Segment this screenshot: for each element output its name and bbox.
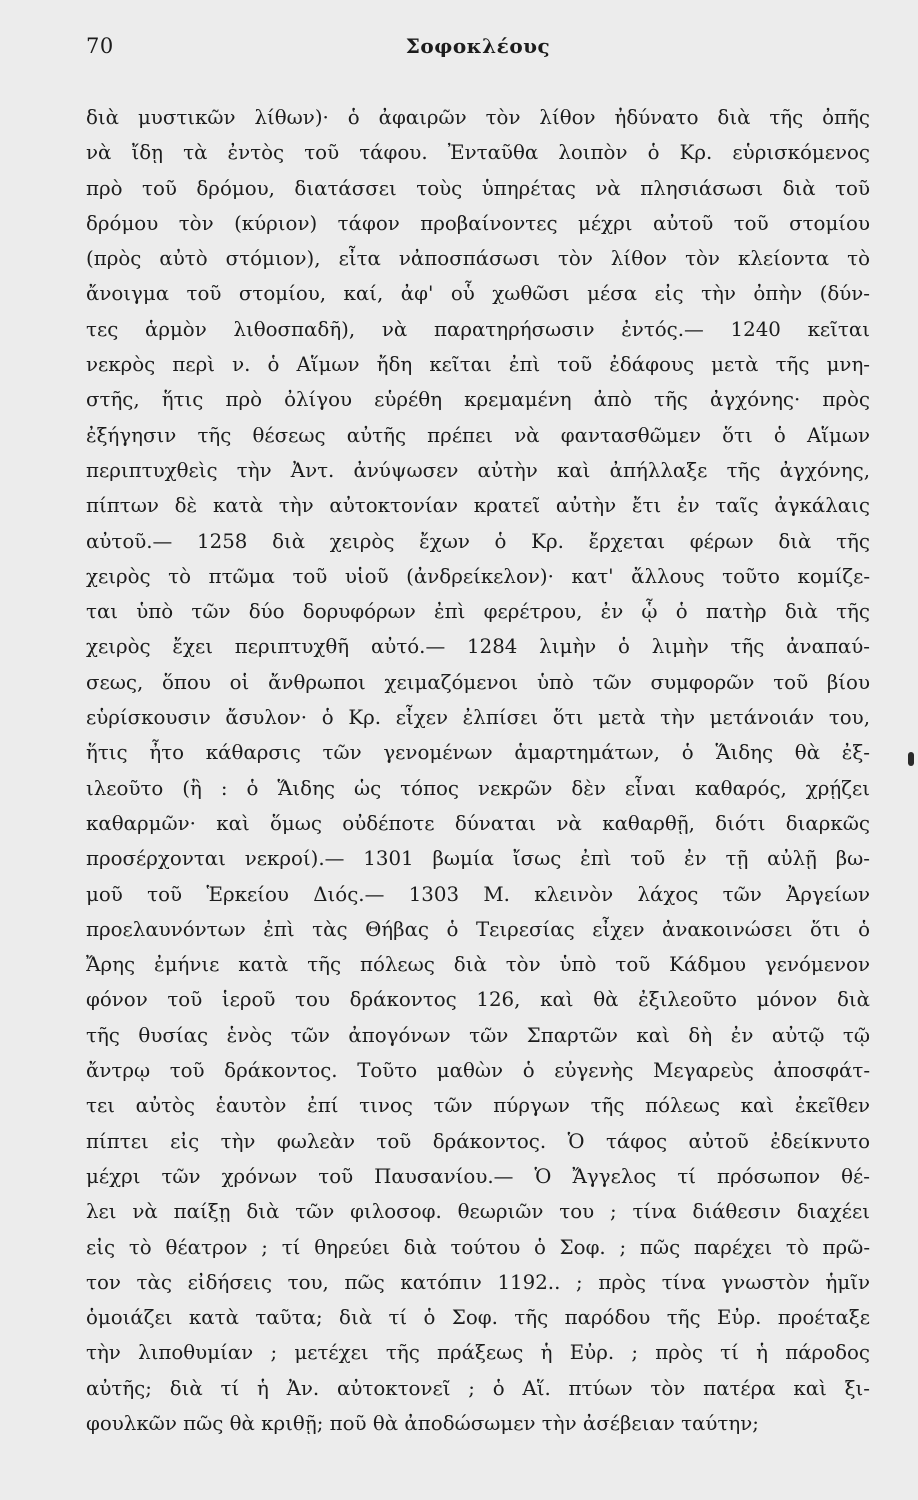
text-line: σεως, ὅπου οἱ ἄνθρωποι χειμαζόμενοι ὑπὸ τῶν συμφορῶν τοῦ βίου <box>86 670 870 694</box>
text-line: τον τὰς εἰδήσεις του, πῶς κατόπιν 1192.. ; πρὸς τίνα γνωστὸν ἡμῖν <box>86 1270 870 1294</box>
text-line: πίπτων δὲ κατὰ τὴν αὐτοκτονίαν κρατεῖ αὐτὴν ἔτι ἐν ταῖς ἀγκάλαις <box>86 494 870 518</box>
text-line: ἐξήγησιν τῆς θέσεως αὐτῆς πρέπει νὰ φαντασθῶμεν ὅτι ὁ Αἵμων <box>86 423 870 447</box>
text-line: ἥτις ἦτο κάθαρσις τῶν γενομένων ἁμαρτημάτων, ὁ Ἅιδης θὰ ἐξ- <box>86 741 870 765</box>
text-line: ιλεοῦτο (ἢ : ὁ Ἅιδης ὡς τόπος νεκρῶν δὲν εἶναι καθαρός, χρῄζει <box>86 776 870 800</box>
text-line: εὑρίσκουσιν ἄσυλον· ὁ Κρ. εἶχεν ἐλπίσει ὅτι μετὰ τὴν μετάνοιάν του, <box>86 706 870 730</box>
page-number: 70 <box>86 34 114 58</box>
text-line: ται ὑπὸ τῶν δύο δορυφόρων ἐπὶ φερέτρου, ἐν ᾧ ὁ πατὴρ διὰ τῆς <box>86 600 870 624</box>
text-line: προσέρχονται νεκροί).— 1301 βωμία ἴσως ἐπὶ τοῦ ἐν τῇ αὐλῇ βω- <box>86 847 870 871</box>
text-line: δρόμου τὸν (κύριον) τάφον προβαίνοντες μέχρι αὐτοῦ τοῦ στομίου <box>86 211 870 235</box>
text-line: τῆς θυσίας ἑνὸς τῶν ἀπογόνων τῶν Σπαρτῶν καὶ δὴ ἐν αὐτῷ τῷ <box>86 1023 870 1047</box>
text-line: προελαυνόντων ἐπὶ τὰς Θήβας ὁ Τειρεσίας εἶχεν ἀνακοινώσει ὅτι ὁ <box>86 917 870 941</box>
text-line: χειρὸς τὸ πτῶμα τοῦ υἱοῦ (ἀνδρείκελον)· κατ' ἄλλους τοῦτο κομίζε- <box>86 564 870 588</box>
text-line: χειρὸς ἔχει περιπτυχθῆ αὐτό.— 1284 λιμὴν ὁ λιμὴν τῆς ἀναπαύ- <box>86 635 870 659</box>
text-line: καθαρμῶν· καὶ ὅμως οὐδέποτε δύναται νὰ καθαρθῇ, διότι διαρκῶς <box>86 811 870 835</box>
text-line: μοῦ τοῦ Ἑρκείου Διός.— 1303 Μ. κλεινὸν λάχος τῶν Ἀργείων <box>86 882 870 906</box>
text-line: νὰ ἴδῃ τὰ ἐντὸς τοῦ τάφου. Ἐνταῦθα λοιπὸν ὁ Κρ. εὑρισκόμενος <box>86 141 870 165</box>
text-line: πρὸ τοῦ δρόμου, διατάσσει τοὺς ὑπηρέτας νὰ πλησιάσωσι διὰ τοῦ <box>86 176 870 200</box>
text-line: μέχρι τῶν χρόνων τοῦ Παυσανίου.— Ὁ Ἄγγελος τί πρόσωπον θέ- <box>86 1164 870 1188</box>
text-line: νεκρὸς περὶ ν. ὁ Αἵμων ἤδη κεῖται ἐπὶ τοῦ ἐδάφους μετὰ τῆς μνη- <box>86 353 870 377</box>
running-head: Σοφοκλέους <box>405 34 551 58</box>
text-line: αὐτῆς; διὰ τί ἡ Ἀν. αὐτοκτονεῖ ; ὁ Αἵ. πτύων τὸν πατέρα καὶ ξι- <box>86 1376 870 1400</box>
text-line: φόνον τοῦ ἱεροῦ του δράκοντος 126, καὶ θὰ ἐξιλεοῦτο μόνον διὰ <box>86 988 870 1012</box>
text-line: αὐτοῦ.— 1258 διὰ χειρὸς ἔχων ὁ Κρ. ἔρχεται φέρων διὰ τῆς <box>86 529 870 553</box>
text-line: πίπτει εἰς τὴν φωλεὰν τοῦ δράκοντος. Ὁ τάφος αὐτοῦ ἐδείκνυτο <box>86 1129 870 1153</box>
text-line: διὰ μυστικῶν λίθων)· ὁ ἀφαιρῶν τὸν λίθον ἠδύνατο διὰ τῆς ὀπῆς <box>86 106 870 129</box>
commentary-text <box>86 100 870 1441</box>
text-line: φουλκῶν πῶς θὰ κριθῇ; ποῦ θὰ ἀποδώσωμεν τὴν ἀσέβειαν ταύτην; <box>86 1411 759 1435</box>
text-line: τὴν λιποθυμίαν ; μετέχει τῆς πράξεως ἡ Εὐρ. ; πρὸς τί ἡ πάροδος <box>86 1341 870 1365</box>
text-line: εἰς τὸ θέατρον ; τί θηρεύει διὰ τούτου ὁ Σοφ. ; πῶς παρέχει τὸ πρῶ- <box>86 1235 870 1259</box>
text-line: περιπτυχθεὶς τὴν Ἀντ. ἀνύψωσεν αὐτὴν καὶ ἀπήλλαξε τῆς ἀγχόνης, <box>86 458 870 482</box>
text-line: λει νὰ παίξῃ διὰ τῶν φιλοσοφ. θεωριῶν του ; τίνα διάθεσιν διαχέει <box>86 1200 870 1224</box>
text-line: τες ἁρμὸν λιθοσπαδῆ), νὰ παρατηρήσωσιν ἐντός.— 1240 κεῖται <box>86 317 870 341</box>
text-line: τει αὐτὸς ἑαυτὸν ἐπί τινος τῶν πύργων τῆς πόλεως καὶ ἐκεῖθεν <box>86 1094 870 1118</box>
margin-ink-mark <box>908 752 914 766</box>
page-header <box>86 34 870 64</box>
text-line: στῆς, ἥτις πρὸ ὀλίγου εὑρέθη κρεμαμένη ἀπὸ τῆς ἀγχόνης· πρὸς <box>86 388 870 412</box>
text-line: ἄνοιγμα τοῦ στομίου, καί, ἀφ' οὗ χωθῶσι μέσα εἰς τὴν ὀπὴν (δύν- <box>86 282 870 306</box>
text-line: ἄντρῳ τοῦ δράκοντος. Τοῦτο μαθὼν ὁ εὐγενὴς Μεγαρεὺς ἀποσφάτ- <box>86 1059 870 1083</box>
text-line: (πρὸς αὐτὸ στόμιον), εἶτα νἀποσπάσωσι τὸν λίθον τὸν κλείοντα τὸ <box>86 247 870 271</box>
text-line: Ἄρης ἐμήνιε κατὰ τῆς πόλεως διὰ τὸν ὑπὸ τοῦ Κάδμου γενόμενον <box>86 953 870 977</box>
text-line: ὁμοιάζει κατὰ ταῦτα; διὰ τί ὁ Σοφ. τῆς παρόδου τῆς Εὐρ. προέταξε <box>86 1306 870 1330</box>
